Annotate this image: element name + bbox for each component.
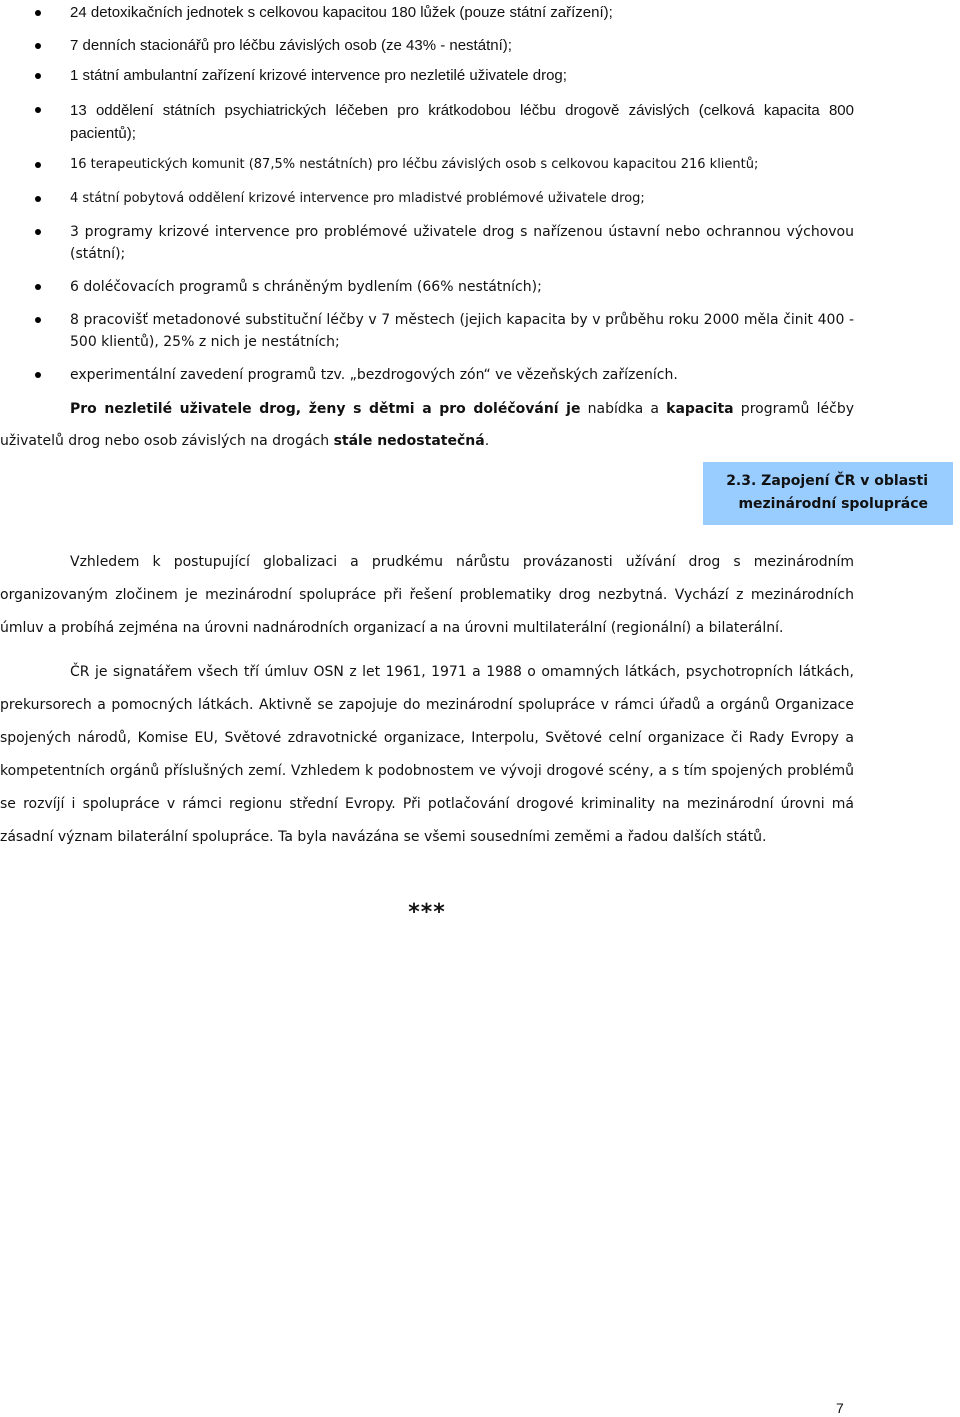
list-item-text: 13 oddělení státních psychiatrických léčeben pro krátkodobou léčbu drogově závislých (celková kapacita 800 pacientů); bbox=[70, 102, 854, 142]
section-heading-line: mezinárodní spolupráce bbox=[738, 496, 928, 512]
section-heading bbox=[726, 470, 928, 516]
list-item-text: 4 státní pobytová oddělení krizové intervence pro mladistvé problémové uživatele drog; bbox=[70, 191, 645, 206]
bullet-icon bbox=[35, 107, 41, 113]
list-item-text: 24 detoxikačních jednotek s celkovou kapacitou 180 lůžek (pouze státní zařízení); bbox=[70, 4, 613, 21]
summary-paragraph bbox=[0, 393, 854, 457]
bullet-icon bbox=[35, 372, 41, 378]
summary-bold-capacity: kapacita bbox=[666, 401, 734, 417]
list-item-text: experimentální zavedení programů tzv. „bezdrogových zón“ ve vězeňských zařízeních. bbox=[70, 367, 678, 383]
list-item-text: 6 doléčovacích programů s chráněným bydlením (66% nestátních); bbox=[70, 279, 542, 295]
summary-bold-insufficient: stále nedostatečná bbox=[333, 433, 485, 449]
section-heading-box bbox=[703, 462, 953, 525]
bullet-icon bbox=[35, 43, 41, 49]
list-item-text: 16 terapeutických komunit (87,5% nestátních) pro léčbu závislých osob s celkovou kapacitou 216 klientů; bbox=[70, 157, 759, 172]
list-item-text: 8 pracovišť metadonové substituční léčby v 7 městech (jejich kapacita by v průběhu roku 2000 měla činit 400 - 500 klientů), 25% z nich je nestátních; bbox=[70, 312, 854, 350]
body-paragraph-text: ČR je signatářem všech tří úmluv OSN z let 1961, 1971 a 1988 o omamných látkách, psychotropních látkách, prekursorech a pomocných látkách. Aktivně se zapojuje do mezinárodní spolupráce v rámci úřadů a orgánů Organizace spojených národů, Komise EU, Světové zdravotnické organizace, Interpolu, Světové celní organizace či Rady Evropy a kompetentních orgánů příslušných zemí. Vzhledem k podobnostem ve vývoji drogové scény, a s tím spojených problémů se rozvíjí i spolupráce v rámci regionu střední Evropy. Při potlačování drogové kriminality na mezinárodní úrovni má zásadní význam bilaterální spolupráce. Ta byla navázána se všemi sousedními zeměmi a řadou dalších států. bbox=[0, 664, 854, 845]
summary-bold-groups: Pro nezletilé uživatele drog, ženy s dětmi a pro doléčování je bbox=[70, 401, 581, 417]
section-heading-line: 2.3. Zapojení ČR v oblasti bbox=[726, 473, 928, 489]
page-number: 7 bbox=[836, 1400, 844, 1416]
body-paragraph bbox=[0, 656, 854, 854]
bullet-icon bbox=[35, 229, 41, 235]
bullet-icon bbox=[35, 317, 41, 323]
bullet-icon bbox=[35, 196, 41, 202]
summary-text: programů léčby uživatelů drog nebo osob závislých na drogách bbox=[0, 401, 854, 449]
bullet-icon bbox=[35, 284, 41, 290]
list-item-text: 3 programy krizové intervence pro problémové uživatele drog s nařízenou ústavní nebo ochrannou výchovou (státní); bbox=[70, 224, 854, 262]
summary-text: . bbox=[484, 433, 490, 449]
bullet-icon bbox=[35, 73, 41, 79]
body-paragraph bbox=[0, 546, 854, 645]
bullet-icon bbox=[35, 10, 41, 16]
section-separator: *** bbox=[408, 900, 446, 925]
list-item-text: 1 státní ambulantní zařízení krizové intervence pro nezletilé uživatele drog; bbox=[70, 67, 567, 84]
body-paragraph-text: Vzhledem k postupující globalizaci a prudkému nárůstu provázanosti užívání drog s mezinárodním organizovaným zločinem je mezinárodní spolupráce při řešení problematiky drog nezbytná. Vychází z mezinárodních úmluv a probíhá zejména na úrovni nadnárodních organizací a na úrovni multilaterální (regionální) a bilaterální. bbox=[0, 554, 854, 636]
bullet-icon bbox=[35, 162, 41, 168]
list-item-text: 7 denních stacionářů pro léčbu závislých osob (ze 43% - nestátní); bbox=[70, 37, 512, 54]
summary-text: nabídka a bbox=[580, 401, 667, 417]
